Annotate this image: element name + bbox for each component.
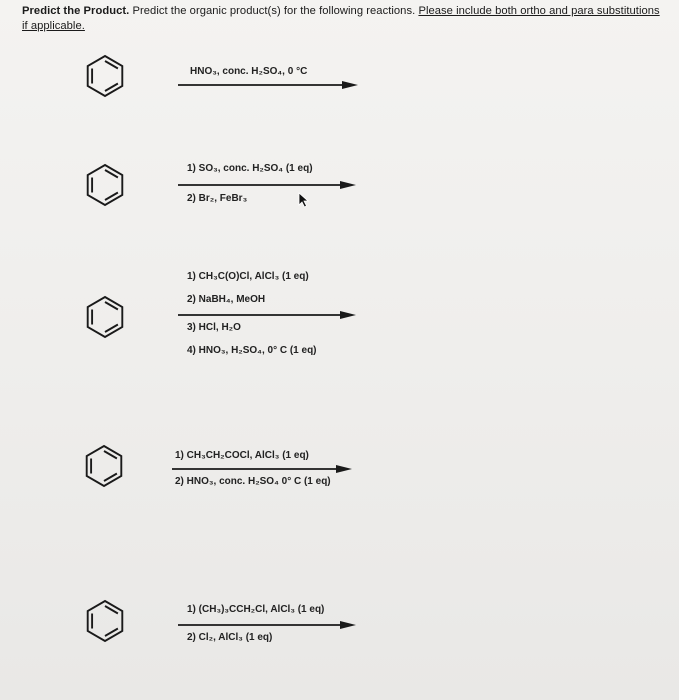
reaction-3-condition-3: 3) HCl, H₂O: [187, 322, 241, 333]
reaction-3-condition-2: 2) NaBH₄, MeOH: [187, 294, 266, 305]
reaction-arrow-4: [172, 464, 352, 474]
reaction-4-condition-1: 1) CH₃CH₂COCl, AlCl₃ (1 eq): [175, 450, 309, 461]
instructions: [22, 4, 662, 34]
reaction-arrow-5: [178, 620, 356, 630]
instructions-requirement: Please include both ortho and para substitutions if applicable.: [22, 5, 660, 32]
reaction-arrow-1: [178, 80, 358, 90]
reaction-3-condition-4: 4) HNO₃, H₂SO₄, 0° C (1 eq): [187, 345, 317, 356]
instructions-lead: Predict the Product.: [22, 5, 130, 17]
reaction-5-condition-2: 2) Cl₂, AlCl₃ (1 eq): [187, 632, 273, 643]
mouse-cursor-icon: [296, 192, 310, 213]
benzene-ring-icon: [82, 294, 128, 340]
reaction-arrow-2: [178, 180, 356, 190]
reaction-5-condition-1: 1) (CH₃)₃CCH₂Cl, AlCl₃ (1 eq): [187, 604, 325, 615]
benzene-ring-icon: [82, 53, 128, 99]
reaction-2-condition-1: 1) SO₃, conc. H₂SO₄ (1 eq): [187, 163, 313, 174]
reaction-4-condition-2: 2) HNO₃, conc. H₂SO₄ 0° C (1 eq): [175, 476, 331, 487]
benzene-ring-icon: [82, 162, 128, 208]
reaction-arrow-3: [178, 310, 356, 320]
benzene-ring-icon: [82, 598, 128, 644]
reaction-1-condition-1: HNO₃, conc. H₂SO₄, 0 °C: [190, 66, 308, 77]
reaction-3-condition-1: 1) CH₃C(O)Cl, AlCl₃ (1 eq): [187, 271, 309, 282]
benzene-ring-icon: [81, 443, 127, 489]
reaction-2-condition-2: 2) Br₂, FeBr₃: [187, 193, 248, 204]
instructions-body: Predict the organic product(s) for the following reactions.: [132, 5, 416, 17]
